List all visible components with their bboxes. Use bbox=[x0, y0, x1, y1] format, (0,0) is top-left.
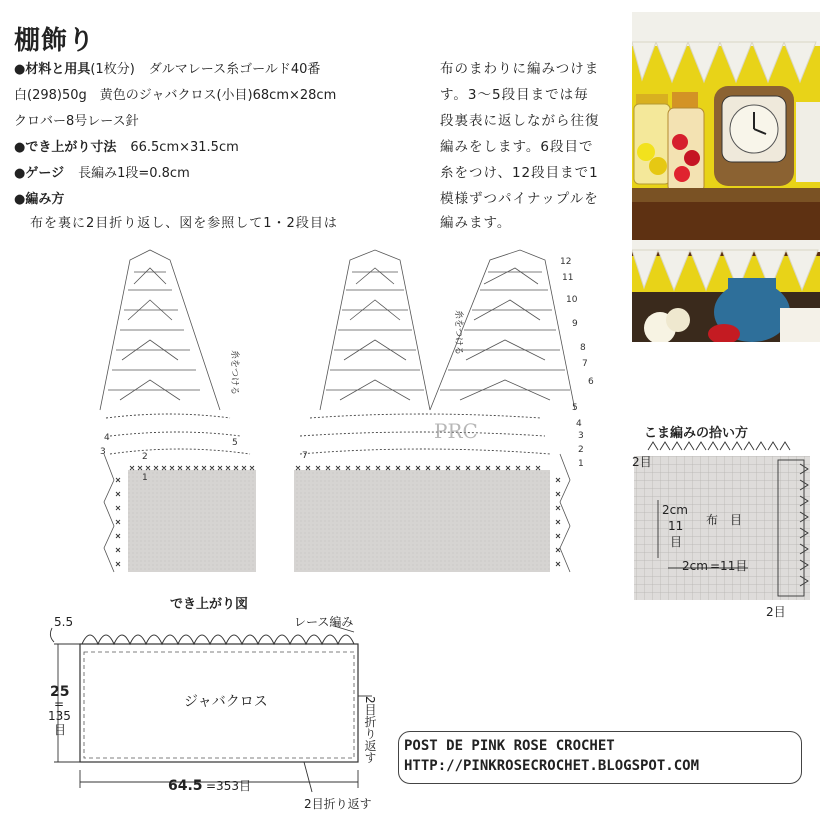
method-text-right-6: 模様ずつパイナップルを bbox=[440, 191, 599, 207]
row-number-right-7b: 7 bbox=[582, 359, 588, 369]
fabric-left bbox=[128, 470, 256, 572]
size-value: 66.5cm×31.5cm bbox=[130, 140, 239, 155]
fabric-right bbox=[294, 470, 550, 572]
row-number-left-1: 1 bbox=[142, 473, 148, 483]
row-number-right-9: 9 bbox=[572, 319, 578, 329]
pickup-unit-vertical: 目 bbox=[670, 535, 683, 549]
page-title: 棚飾り bbox=[14, 26, 96, 56]
method-heading: ●編み方 bbox=[14, 192, 65, 207]
row-number-right-5: 5 bbox=[572, 403, 578, 413]
row-number-left-3: 3 bbox=[100, 447, 106, 457]
row-number-right-11: 11 bbox=[562, 273, 574, 283]
pickup-eq-horizontal: =11目 bbox=[710, 559, 748, 573]
pickup-diagram bbox=[628, 440, 818, 620]
materials-line3: クロバー8号レース針 bbox=[14, 114, 139, 129]
cloth-label: ジャバクロス bbox=[184, 694, 268, 710]
height-sts: 135 bbox=[48, 709, 71, 723]
fabric-grid bbox=[634, 456, 810, 600]
method-text-right-2: す。3～5段目までは毎 bbox=[440, 87, 589, 103]
attach-thread-label-2: 糸をつける bbox=[453, 310, 463, 356]
materials-line1: ダルマレース糸ゴールド40番 bbox=[148, 62, 321, 77]
gauge-label: ゲージ bbox=[25, 166, 65, 181]
pickup-cm-vertical: 2cm bbox=[662, 503, 688, 517]
lace-scallops bbox=[82, 635, 354, 644]
row-number-left-2: 2 bbox=[142, 452, 148, 462]
lace-label: レース編み bbox=[294, 615, 354, 629]
method-text-right-3: 段裏表に返しながら往復 bbox=[440, 113, 600, 129]
method-text-right-1: 布のまわりに編みつけま bbox=[440, 61, 600, 77]
credit-url[interactable]: HTTP://PINKROSECROCHET.BLOGSPOT.COM bbox=[404, 758, 700, 774]
gauge-line: ●ゲージ 長編み1段=0.8cm bbox=[14, 166, 190, 181]
row-number-right-2: 2 bbox=[578, 445, 584, 455]
materials-qty: (1枚分) bbox=[90, 62, 135, 77]
size-line: ●でき上がり寸法 66.5cm×31.5cm bbox=[14, 140, 239, 155]
row-number-left-4: 4 bbox=[104, 433, 110, 443]
materials-line: ●材料と用具(1枚分) ダルマレース糸ゴールド40番 bbox=[14, 62, 321, 77]
row-number-right-10: 10 bbox=[566, 295, 578, 305]
crochet-chart bbox=[0, 240, 620, 580]
row-number-right-3: 3 bbox=[578, 431, 584, 441]
pineapple-motifs bbox=[100, 250, 575, 410]
width-sts: =353目 bbox=[206, 779, 251, 793]
height-main: 25 bbox=[50, 684, 70, 700]
row-number-right-4: 4 bbox=[576, 419, 582, 429]
row-number-right-8: 8 bbox=[580, 343, 586, 353]
chain-rows bbox=[106, 414, 550, 454]
pickup-eq-vertical: 11 bbox=[668, 519, 684, 533]
watermark-prc: PRC bbox=[434, 419, 478, 443]
pickup-top-label: 2目 bbox=[632, 455, 652, 469]
materials-line2: 白(298)50g 黄色のジャバクロス(小目)68cm×28cm bbox=[14, 88, 337, 103]
row-number-right-6: 6 bbox=[588, 377, 594, 387]
gauge-value: 長編み1段=0.8cm bbox=[78, 166, 190, 181]
credit-line-1: POST DE PINK ROSE CROCHET bbox=[404, 738, 615, 754]
row-number-right-7: 7 bbox=[302, 451, 308, 461]
size-label: でき上がり寸法 bbox=[25, 140, 117, 155]
method-text-right-5: 糸をつけ、12段目まで1 bbox=[440, 165, 599, 181]
fold-bottom-label: 2目折り返す bbox=[304, 797, 372, 811]
pickup-cm-horizontal: 2cm bbox=[682, 559, 708, 573]
method-text-right-7: 編みます。 bbox=[440, 215, 512, 231]
row-number-right-12: 12 bbox=[560, 257, 572, 267]
finished-diagram bbox=[44, 606, 394, 816]
method-text-right-4: 編みをします。6段目で bbox=[440, 139, 594, 155]
credit-box bbox=[398, 731, 802, 784]
attach-thread-label-1: 糸をつける bbox=[229, 350, 239, 396]
product-photo bbox=[632, 12, 820, 342]
materials-label: 材料と用具 bbox=[25, 62, 91, 77]
height-unit: 目 bbox=[54, 723, 67, 737]
pickup-bottom-label: 2目 bbox=[766, 605, 786, 619]
pickup-fabric-label: 布 目 bbox=[706, 513, 743, 527]
method-label: 編み方 bbox=[25, 192, 65, 207]
method-text: 布を裏に2目折り返し、図を参照して1・2段目は bbox=[30, 216, 338, 231]
fold-right-label: 2目折り返す bbox=[363, 696, 377, 764]
row-number-left-5: 5 bbox=[232, 438, 238, 448]
width-main: 64.5 bbox=[168, 778, 203, 794]
height-eq: = bbox=[54, 697, 65, 711]
finished-title: でき上がり図 bbox=[170, 597, 249, 612]
top-dimension: 5.5 bbox=[54, 615, 74, 629]
row-number-right-1: 1 bbox=[578, 459, 584, 469]
pickup-title: こま編みの拾い方 bbox=[644, 426, 749, 441]
